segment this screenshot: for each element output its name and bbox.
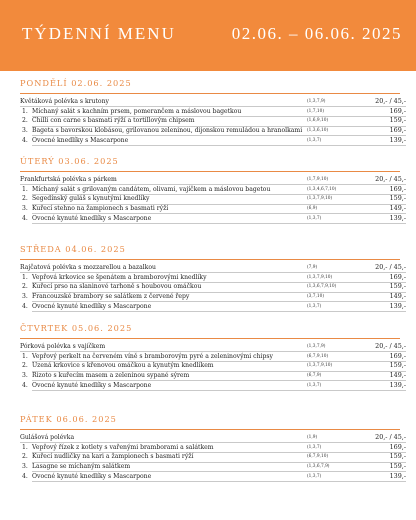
dish-row (20, 452, 406, 462)
dish-row (20, 136, 406, 146)
dish-price: 139,- (389, 471, 406, 480)
dish-price: 20,- / 45,- (375, 433, 406, 441)
dish-number: 2. (22, 362, 28, 370)
dish-number: 4. (22, 302, 28, 310)
dish-name: Rizoto s kuřecím masem a zeleninou sypané sýrem (32, 372, 190, 380)
dish-price: 169,- (389, 272, 406, 281)
dish-price: 169,- (389, 184, 406, 193)
dish-price: 20,- / 45,- (375, 97, 406, 105)
dish-price: 139,- (389, 380, 406, 389)
dish-name: Uzená krkovice s křenovou omáčkou a kynutým knedlíkem (32, 362, 214, 370)
dish-number: 1. (22, 352, 28, 360)
menu-date-range: 02.06. – 06.06. 2025 (231, 24, 402, 43)
dish-price: 159,- (389, 282, 406, 291)
dish-price: 149,- (389, 292, 406, 301)
day-section (20, 243, 406, 311)
day-divider (20, 259, 400, 260)
allergen-codes: (6,9) (307, 206, 318, 212)
dish-name: Ovocné kynuté knedlíky s Mascarpone (32, 381, 152, 389)
dish-number: 1. (22, 107, 28, 115)
dish-price: 159,- (389, 194, 406, 203)
dish-name: Kuřecí prso na slaninové tarhoně s houbovou omáčkou (32, 283, 202, 291)
day-heading: STŘEDA 04.06. 2025 (20, 244, 126, 254)
dish-number: 3. (22, 127, 28, 135)
soup-row (20, 175, 406, 185)
allergen-codes: (1,3,7) (307, 303, 322, 309)
dish-number: 2. (22, 453, 28, 461)
dish-name: Gulášová polévka (20, 434, 75, 441)
dish-name: Lasagne se míchaným salátkem (32, 463, 131, 471)
dish-price: 149,- (389, 204, 406, 213)
allergen-codes: (1,6,9,10) (307, 118, 329, 124)
allergen-codes: (1,9) (307, 435, 318, 440)
row-divider (32, 390, 406, 391)
dish-name: Ovocné kynuté knedlíky s Mascarpone (32, 214, 152, 222)
dish-price: 159,- (389, 361, 406, 370)
dish-row (20, 352, 406, 362)
dish-name: Frankfurtská polévka s párkem (20, 176, 117, 183)
dish-row (20, 292, 406, 302)
dish-name: Francouzské brambory se salátkem z červené řepy (32, 293, 190, 301)
dish-number: 2. (22, 283, 28, 291)
day-heading: PONDĚLÍ 02.06. 2025 (20, 78, 132, 88)
dish-price: 20,- / 45,- (375, 342, 406, 350)
menu-header (0, 0, 416, 71)
dish-row (20, 462, 406, 472)
day-heading: ÚTERÝ 03.06. 2025 (20, 156, 119, 166)
allergen-codes: (1,7,9,10) (307, 177, 329, 182)
day-heading: ČTVRTEK 05.06. 2025 (20, 323, 133, 333)
dish-price: 20,- / 45,- (375, 175, 406, 183)
dish-number: 1. (22, 273, 28, 281)
dish-price: 169,- (389, 442, 406, 451)
dish-row (20, 273, 406, 283)
dish-name: Ovocné kynuté knedlíky s Mascarpone (32, 472, 152, 480)
allergen-codes: (6,7,9,10) (307, 353, 329, 359)
dish-row (20, 204, 406, 214)
dish-number: 2. (22, 117, 28, 125)
dish-price: 139,- (389, 135, 406, 144)
row-divider (32, 311, 406, 312)
row-divider (32, 223, 406, 224)
day-divider (20, 338, 400, 339)
allergen-codes: (1,3,7,9,10) (307, 363, 333, 369)
soup-row (20, 263, 406, 273)
dish-row (20, 185, 406, 195)
dish-price: 169,- (389, 126, 406, 135)
dish-price: 139,- (389, 301, 406, 310)
day-section (20, 322, 406, 390)
allergen-codes: (1,3,6,7,9,10) (307, 284, 337, 290)
dish-name: Ovocné kynuté knedlíky s Mascarpone (32, 302, 152, 310)
dish-row (20, 107, 406, 117)
dish-row (20, 443, 406, 453)
dish-name: Segedínský guláš s kynutými knedlíky (32, 195, 150, 203)
dish-number: 4. (22, 136, 28, 144)
dish-row (20, 282, 406, 292)
day-divider (20, 93, 400, 94)
allergen-codes: (1,3,7,9) (307, 344, 326, 349)
day-section (20, 155, 406, 223)
dish-number: 1. (22, 185, 28, 193)
dish-number: 4. (22, 214, 28, 222)
dish-number: 3. (22, 372, 28, 380)
dish-row (20, 472, 406, 482)
dish-number: 4. (22, 381, 28, 389)
allergen-codes: (1,3,6,7,9) (307, 464, 330, 470)
dish-number: 1. (22, 443, 28, 451)
row-divider (32, 145, 406, 146)
dish-row (20, 381, 406, 391)
dish-price: 169,- (389, 351, 406, 360)
dish-number: 3. (22, 293, 28, 301)
allergen-codes: (1,7,10) (307, 108, 325, 114)
dish-name: Míchaný salát s grilovaným candátem, olivami, vajíčkem a máslovou bagetou (32, 185, 271, 193)
dish-name: Kuřecí stehno na žampionech s basmati rýží (32, 205, 169, 213)
day-divider (20, 429, 400, 430)
dish-price: 20,- / 45,- (375, 263, 406, 271)
day-section (20, 413, 406, 481)
dish-name: Kuřecí nudličky na kari a žampionech s basmati rýží (32, 453, 194, 461)
dish-name: Vepřový řízek z kotlety s vařenými bramborami a salátkem (32, 443, 214, 451)
dish-row (20, 371, 406, 381)
dish-row (20, 302, 406, 312)
allergen-codes: (1,3,7) (307, 382, 322, 388)
allergen-codes: (1,3,7,9) (307, 99, 326, 104)
allergen-codes: (1,3,6,10) (307, 128, 329, 134)
dish-price: 159,- (389, 452, 406, 461)
dish-row (20, 126, 406, 136)
dish-name: Vepřová krkovice se špenátem a bramborovými knedlíky (32, 273, 207, 281)
dish-row (20, 194, 406, 204)
dish-row (20, 116, 406, 126)
allergen-codes: (7,9) (307, 265, 318, 270)
day-section (20, 77, 406, 145)
allergen-codes: (1,3,7) (307, 473, 322, 479)
allergen-codes: (6,7,9) (307, 373, 322, 379)
dish-name: Rajčatová polévka s mozzarellou a bazalkou (20, 264, 156, 271)
soup-row (20, 433, 406, 443)
dish-number: 4. (22, 472, 28, 480)
allergen-codes: (1,3,7,9,10) (307, 196, 333, 202)
dish-row (20, 361, 406, 371)
soup-row (20, 342, 406, 352)
dish-name: Bageta s bavorskou klobásou, grilovanou zeleninou, dijonskou remuládou a hranolkami (32, 127, 303, 135)
allergen-codes: (1,3,4,6,7,10) (307, 186, 337, 192)
dish-row (20, 214, 406, 224)
dish-number: 3. (22, 463, 28, 471)
dish-name: Chilli con carne s basmati rýží a tortillovým chipsem (32, 117, 195, 125)
dish-price: 159,- (389, 116, 406, 125)
day-heading: PÁTEK 06.06. 2025 (20, 414, 117, 424)
allergen-codes: (6,7,9,10) (307, 454, 329, 460)
allergen-codes: (1,3,7) (307, 444, 322, 450)
dish-name: Vepřový perkelt na červeném víně s bramborovým pyré a zeleninovými chipsy (32, 352, 273, 360)
dish-price: 149,- (389, 371, 406, 380)
soup-row (20, 97, 406, 107)
dish-name: Pórková polévka s vajíčkem (20, 343, 106, 350)
allergen-codes: (1,3,7) (307, 215, 322, 221)
allergen-codes: (1,3,7,9,10) (307, 274, 333, 280)
day-divider (20, 171, 400, 172)
dish-price: 169,- (389, 106, 406, 115)
menu-title: TÝDENNÍ MENU (22, 24, 176, 43)
allergen-codes: (3,7,10) (307, 294, 325, 300)
row-divider (32, 481, 406, 482)
dish-name: Květáková polévka s krutony (20, 98, 109, 105)
dish-price: 139,- (389, 213, 406, 222)
dish-number: 2. (22, 195, 28, 203)
dish-name: Ovocné knedlíky s Mascarpone (32, 136, 129, 144)
allergen-codes: (1,3,7) (307, 137, 322, 143)
dish-price: 159,- (389, 462, 406, 471)
dish-number: 3. (22, 205, 28, 213)
dish-name: Míchaný salát s kachním prsem, pomerančem a máslovou bagetkou (32, 107, 242, 115)
